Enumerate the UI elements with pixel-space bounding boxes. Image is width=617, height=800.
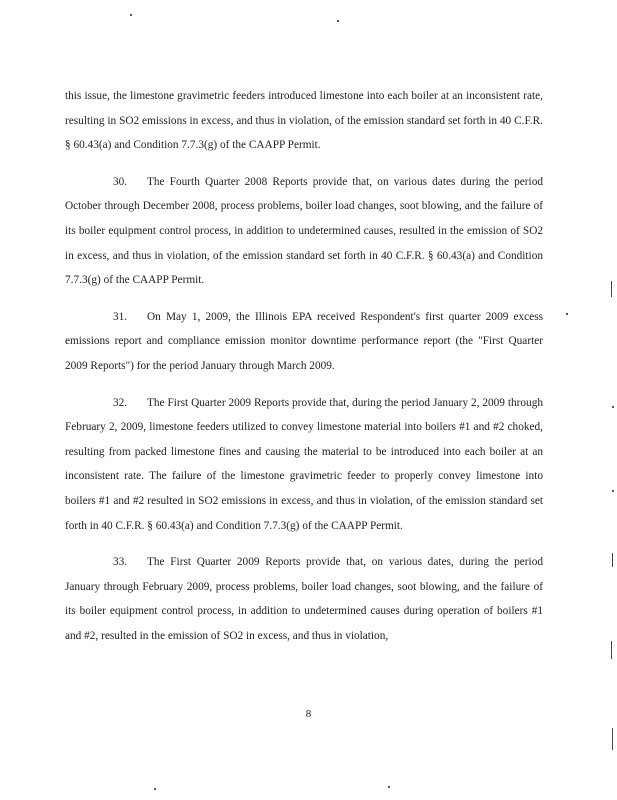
continuation-paragraph: this issue, the limestone gravimetric feeders introduced limestone into each boiler at an inconsistent rate, resulting in SO2 emissions in excess, and thus in violation, of the emission standard set forth in 40 C.F.R. § 60.43(a) and Condition 7.7.3(g) of the CAAPP Permit. [65, 90, 543, 152]
scan-speck [612, 406, 614, 408]
scan-speck [130, 14, 132, 16]
scan-mark [612, 553, 613, 567]
body-text [65, 84, 543, 648]
scan-mark [611, 641, 612, 659]
scan-mark [611, 281, 612, 297]
paragraph-30 [65, 170, 543, 293]
paragraph-32 [65, 391, 543, 539]
scan-speck [154, 788, 156, 790]
paragraph-number: 33. [113, 556, 128, 569]
page-number: 8 [305, 708, 312, 720]
paragraph-text: The Fourth Quarter 2008 Reports provide that, on various dates during the period October through December 2008, process problems, boiler load changes, soot blowing, and the failure of its boiler equipment control process, in addition to undetermined causes, resulted in the emission of SO2 in excess, and thus in violation, of the emission standard set forth in 40 C.F.R. § 60.43(a) and Condition 7.7.3(g) of the CAAPP Permit. [65, 175, 543, 287]
scan-speck [337, 20, 339, 22]
scan-speck [566, 313, 568, 315]
paragraph-number: 32. [113, 396, 128, 409]
paragraph-33 [65, 550, 543, 648]
paragraph-31 [65, 305, 543, 379]
paragraph-text: The First Quarter 2009 Reports provide that, on various dates, during the period January through February 2009, process problems, boiler load changes, soot blowing, and the failure of its boiler equipment control process, in addition to undetermined causes during operation of boilers #1 and #2, resulted in the emission of SO2 in excess, and thus in violation, [65, 556, 543, 642]
paragraph-number: 31. [113, 310, 128, 323]
paragraph-text: The First Quarter 2009 Reports provide that, during the period January 2, 2009 through February 2, 2009, limestone feeders utilized to convey limestone material into boilers #1 and #2 choked, resulting from packed limestone fines and causing the material to be introduced into each boiler at an inconsistent rate. The failure of the limestone gravimetric feeder to properly convey limestone into boilers #1 and #2 resulted in SO2 emissions in excess, and thus in violation, of the emission standard set forth in 40 C.F.R. § 60.43(a) and Condition 7.7.3(g) of the CAAPP Permit. [65, 396, 543, 532]
scan-speck [388, 786, 390, 788]
paragraph-text: On May 1, 2009, the Illinois EPA received Respondent's first quarter 2009 excess emissions report and compliance emission monitor downtime performance report (the "First Quarter 2009 Reports") for the period January through March 2009. [65, 310, 543, 372]
scan-mark [612, 728, 613, 750]
scan-speck [612, 490, 614, 492]
paragraph-number: 30. [113, 175, 128, 188]
